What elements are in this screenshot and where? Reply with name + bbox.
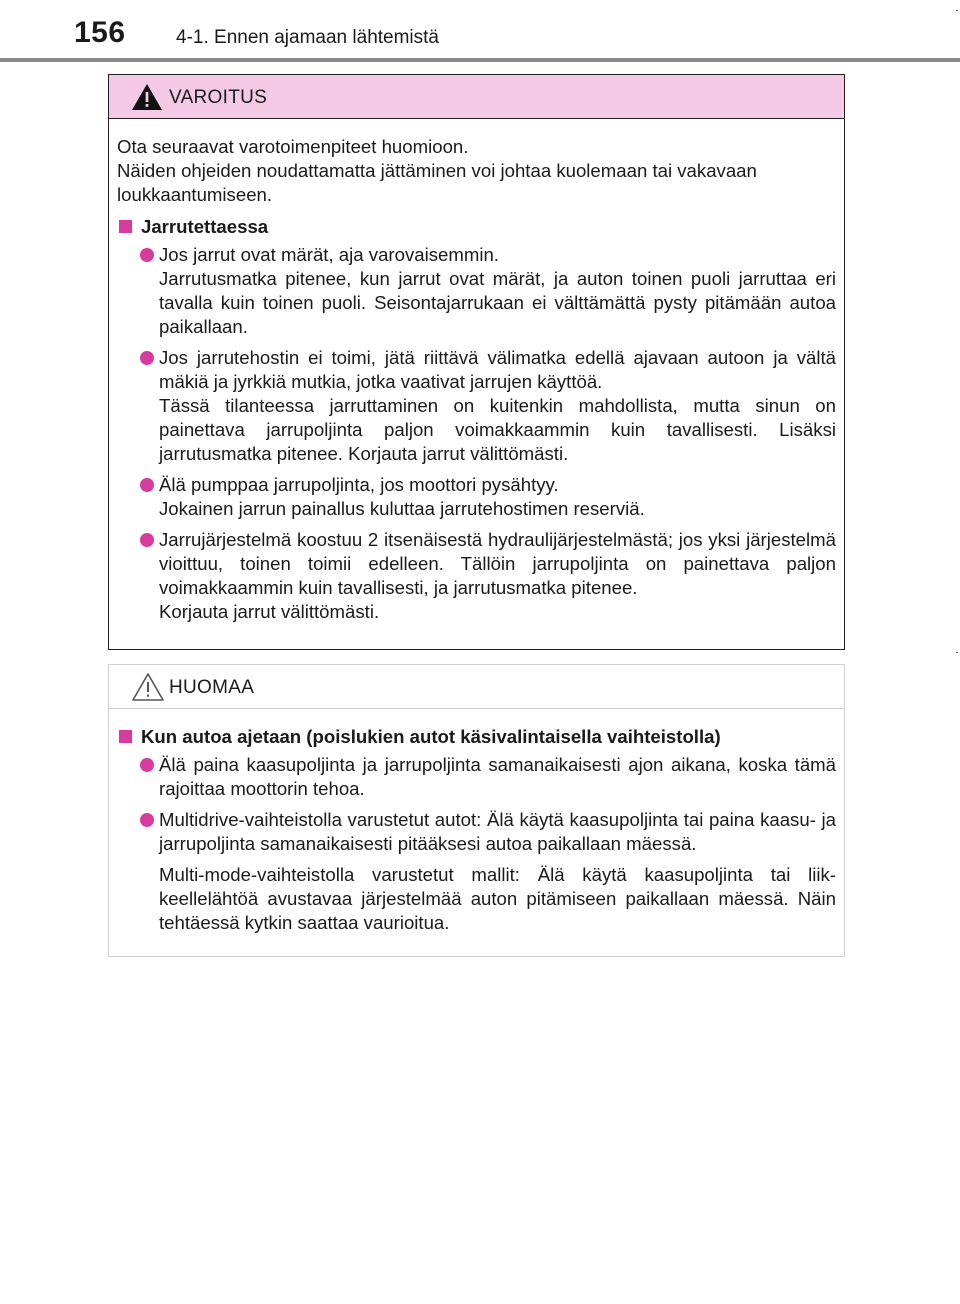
item-line: Jarrutusmatka pitenee, kun jarrut ovat märät, ja auton toinen puoli jarruttaa eri tavalla kuin toinen puoli. Seisontajarrukaan ei välttämättä pysty pitämään autoa paikallaan. [159,268,836,337]
item-line: Jarrujärjestelmä koostuu 2 itsenäisestä hydraulijärjestelmästä; jos yksi järjestelmä vioittuu, toinen toimii edelleen. Tällöin jarrupoljinta on painettava paljon voimakkaammin kuin tavallisesti, ja jarrutusmatka pitenee. [159,529,836,598]
item-line: Jokainen jarrun painallus kuluttaa jarrutehostimen reserviä. [159,498,645,519]
circle-bullet-icon [140,248,154,262]
item-line: Jos jarrut ovat märät, aja varovaisemmin. [159,244,499,265]
list-item [117,808,836,856]
item-line: Korjauta jarrut välittömästi. [159,601,380,622]
notice-label: HUOMAA [169,677,255,698]
list-item [117,243,836,339]
item-line: Älä pumppaa jarrupoljinta, jos moottori pysähtyy. [159,474,559,495]
circle-bullet-icon [140,351,154,365]
notice-box [108,664,845,957]
circle-bullet-icon [140,813,154,827]
list-item [117,346,836,466]
warning-header [109,75,844,119]
square-bullet-icon [119,730,132,743]
item-line: Älä paina kaasupoljinta ja jarrupoljinta samanaikaisesti ajon aikana, koska tämä rajoittaa moottorin tehoa. [159,754,836,799]
section-heading [117,725,836,749]
circle-bullet-icon [140,533,154,547]
square-bullet-icon [119,220,132,233]
circle-bullet-icon [140,478,154,492]
warning-body [109,119,844,624]
list-item [117,473,836,521]
warning-triangle-icon [131,83,163,111]
notice-extra-paragraph: Multi-mode-vaihteistolla varustetut mallit: Älä käytä kaasupoljinta tai liik-keellelähtöä avustavaa järjestelmää auton pitämiseen paikallaan mäessä. Näin tehtäessä kytkin saattaa vaurioitua. [159,864,836,933]
caution-triangle-icon [131,672,165,702]
crop-mark [956,10,958,11]
section-heading-text: Jarrutettaessa [141,216,269,237]
page-number: 156 [74,16,126,49]
crop-mark [956,652,958,653]
header-rule [0,58,960,62]
item-line: Multidrive-vaihteistolla varustetut autot: Älä käytä kaasupoljinta tai paina kaasu- ja jarrupoljinta samanaikaisesti pitääksesi autoa paikallaan mäessä. [159,809,836,854]
page-header [0,0,960,62]
list-item [117,528,836,624]
notice-body [109,709,844,935]
item-line: Jos jarrutehostin ei toimi, jätä riittävä välimatka edellä ajavaan autoon ja vältä mäkiä ja jyrkkiä mutkia, jotka vaativat jarrujen käyttöä. [159,347,836,392]
section-heading [117,215,836,239]
warning-box [108,74,845,650]
item-line: Tässä tilanteessa jarruttaminen on kuitenkin mahdollista, mutta sinun on painettava jarrupoljinta paljon voimakkaammin kuin tavallisesti. Lisäksi jarrutusmatka pitenee. Korjauta jarrut välittömästi. [159,395,836,464]
section-heading-text: Kun autoa ajetaan (poislukien autot käsivalintaisella vaihteistolla) [141,726,721,747]
warning-label: VAROITUS [169,87,268,108]
notice-header [109,665,844,709]
circle-bullet-icon [140,758,154,772]
warning-intro: Ota seuraavat varotoimenpiteet huomioon. Näiden ohjeiden noudattamatta jättäminen voi johtaa kuolemaan tai vakavaan loukkaantumiseen. [117,136,757,205]
chapter-title: 4-1. Ennen ajamaan lähtemistä [176,27,439,48]
list-item [117,753,836,801]
